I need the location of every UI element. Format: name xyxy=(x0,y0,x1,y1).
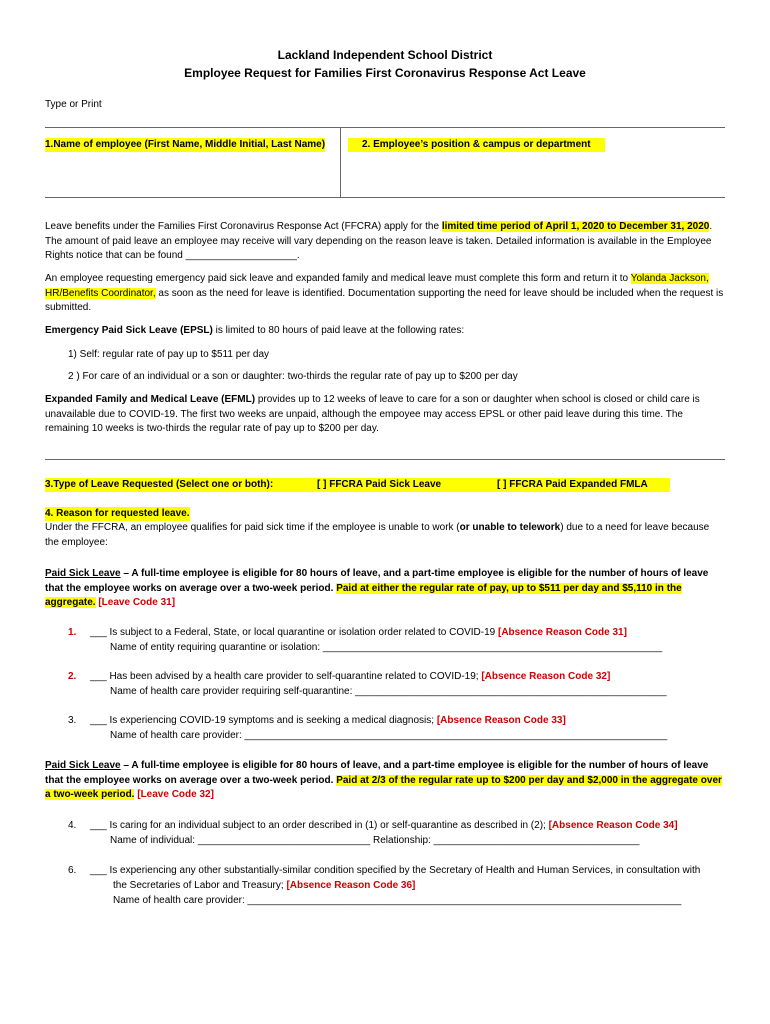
employee-position-label: 2. Employee’s position & campus or department xyxy=(348,138,605,152)
item-4-individual-field[interactable]: Name of individual: _______________________________ Relationship: _____________________________________ xyxy=(110,835,640,846)
psl2-leave-code: [Leave Code 32] xyxy=(134,789,214,800)
epsl-paragraph xyxy=(45,324,725,339)
item-6-code: [Absence Reason Code 36] xyxy=(286,880,416,891)
leave-type-option-sick[interactable]: [ ] FFCRA Paid Sick Leave xyxy=(317,479,442,490)
reason-section-label: 4. Reason for requested leave. xyxy=(45,508,190,519)
intro-p2-text-end: as soon as the need for leave is identified. Documentation supporting the need for leave should be included when the request is submitted. xyxy=(45,287,724,313)
item-3-provider-field[interactable]: Name of health care provider: ____________________________________________________________________________ xyxy=(110,730,668,741)
psl1-highlight: Paid at either the regular rate of pay, up to $511 per day and $5,110 in the aggregate. xyxy=(45,582,682,608)
fields-top-rule xyxy=(45,127,725,128)
item-3-number: 3. xyxy=(68,715,77,726)
fields-divider xyxy=(340,127,341,197)
item-6-number: 6. xyxy=(68,865,77,876)
item-1-number: 1. xyxy=(68,627,77,638)
epsl-text: is limited to 80 hours of paid leave at the following rates: xyxy=(212,325,465,336)
reason-intro-text: Under the FFCRA, an employee qualifies for paid sick time if the employee is unable to work ( xyxy=(45,522,460,533)
item-6-text[interactable]: ___ Is experiencing any other substantially-similar condition specified by the Secretary of Health and Human Services, in consultation with xyxy=(90,865,701,876)
intro-paragraph-contact xyxy=(45,272,725,316)
item-6-description-cont: the Secretaries of Labor and Treasury; xyxy=(113,880,287,891)
efml-paragraph xyxy=(45,393,725,437)
item-3-description: ___ Is experiencing COVID-19 symptoms and is seeking a medical diagnosis; xyxy=(90,715,437,726)
item-3-text[interactable] xyxy=(90,714,566,728)
efml-text: provides up to 12 weeks of leave to care for a son or daughter when school is closed or child care is unavailable due to COVID-19. The first two weeks are unpaid, although the empoyee may access EPSL or other paid leave during this time. The remaining 10 weeks is two-thirds the regular rate of pay up to $200 per day. xyxy=(45,394,700,434)
intro-p2-highlight: Yolanda Jackson, HR/Benefits Coordinator, xyxy=(45,273,709,299)
psl2-term: Paid Sick Leave xyxy=(45,760,121,771)
reason-intro xyxy=(45,521,725,550)
item-6-provider-field[interactable]: Name of health care provider: ______________________________________________________________________________ xyxy=(113,895,682,906)
psl1-leave-code: [Leave Code 31] xyxy=(95,597,176,608)
employee-position-field[interactable] xyxy=(348,160,718,190)
form-title: Employee Request for Families First Coronavirus Response Act Leave xyxy=(184,66,586,80)
item-1-code: [Absence Reason Code 31] xyxy=(498,627,627,638)
item-1-entity-field[interactable]: Name of entity requiring quarantine or isolation: _____________________________________________________________ xyxy=(110,642,663,653)
paid-sick-leave-heading-2 xyxy=(45,759,725,803)
reason-intro-bold: or unable to telework xyxy=(459,522,561,533)
psl2-highlight: Paid at 2/3 of the regular rate up to $200 per day and $2,000 in the aggregate over a two-week period. xyxy=(45,774,722,800)
section-rule xyxy=(45,459,725,460)
item-4-code: [Absence Reason Code 34] xyxy=(548,820,678,831)
item-3-code: [Absence Reason Code 33] xyxy=(436,715,566,726)
psl1-text: – A full-time employee is eligible for 80 hours of leave, and a part-time employee is eligible for the number of hours of leave that the employee works on average over a two-week period. xyxy=(45,568,709,594)
reason-intro-text-end: ) due to a need for leave because the employee: xyxy=(45,522,710,548)
psl2-text: – A full-time employee is eligible for 80 hours of leave, and a part-time employee is eligible for the number of hours of leave that the employee works on average over a two-week period. xyxy=(45,760,709,786)
item-4-text[interactable] xyxy=(90,819,678,833)
item-6-text-cont xyxy=(113,879,415,893)
intro-p2-text: An employee requesting emergency paid sick leave and expanded family and medical leave must complete this form and return it to xyxy=(45,273,631,284)
leave-type-option-fmla[interactable]: [ ] FFCRA Paid Expanded FMLA xyxy=(497,479,648,490)
intro-p1-text-end: . The amount of paid leave an employee may receive will vary depending on the reason leave is taken. Detailed information is available in the Employee Rights notice that can be found ____________________. xyxy=(45,221,713,261)
psl1-term: Paid Sick Leave xyxy=(45,568,121,579)
item-2-code: [Absence Reason Code 32] xyxy=(481,671,611,682)
epsl-term: Emergency Paid Sick Leave (EPSL) xyxy=(45,325,213,336)
intro-p1-highlight: limited time period of April 1, 2020 to December 31, 2020 xyxy=(441,221,710,232)
type-or-print-note: Type or Print xyxy=(45,99,102,110)
district-title: Lackland Independent School District xyxy=(277,48,493,62)
intro-p1-text: Leave benefits under the Families First Coronavirus Response Act (FFCRA) apply for the xyxy=(45,221,442,232)
epsl-rate-care: 2 ) For care of an individual or a son or daughter: two-thirds the regular rate of pay up to $200 per day xyxy=(68,371,518,382)
item-2-provider-field[interactable]: Name of health care provider requiring self-quarantine: ________________________________________________________ xyxy=(110,686,667,697)
item-2-number: 2. xyxy=(68,671,77,682)
efml-term: Expanded Family and Medical Leave (EFML) xyxy=(45,394,256,405)
employee-name-field[interactable] xyxy=(45,160,335,190)
leave-type-label: 3.Type of Leave Requested (Select one or both): xyxy=(45,479,274,490)
fields-bottom-rule xyxy=(45,197,725,198)
item-2-text[interactable] xyxy=(90,670,610,684)
item-2-description: ___ Has been advised by a health care provider to self-quarantine related to COVID-19; xyxy=(90,671,482,682)
item-4-description: ___ Is caring for an individual subject to an order described in (1) or self-quarantine as described in (2); xyxy=(90,820,549,831)
paid-sick-leave-heading-1 xyxy=(45,567,725,611)
item-4-number: 4. xyxy=(68,820,77,831)
item-1-description: ___ Is subject to a Federal, State, or local quarantine or isolation order related to COVID-19 xyxy=(90,627,498,638)
intro-paragraph-dates xyxy=(45,220,725,264)
epsl-rate-self: 1) Self: regular rate of pay up to $511 per day xyxy=(68,349,270,360)
item-1-text[interactable] xyxy=(90,626,627,640)
employee-name-label: 1.Name of employee (First Name, Middle Initial, Last Name) xyxy=(45,139,326,150)
